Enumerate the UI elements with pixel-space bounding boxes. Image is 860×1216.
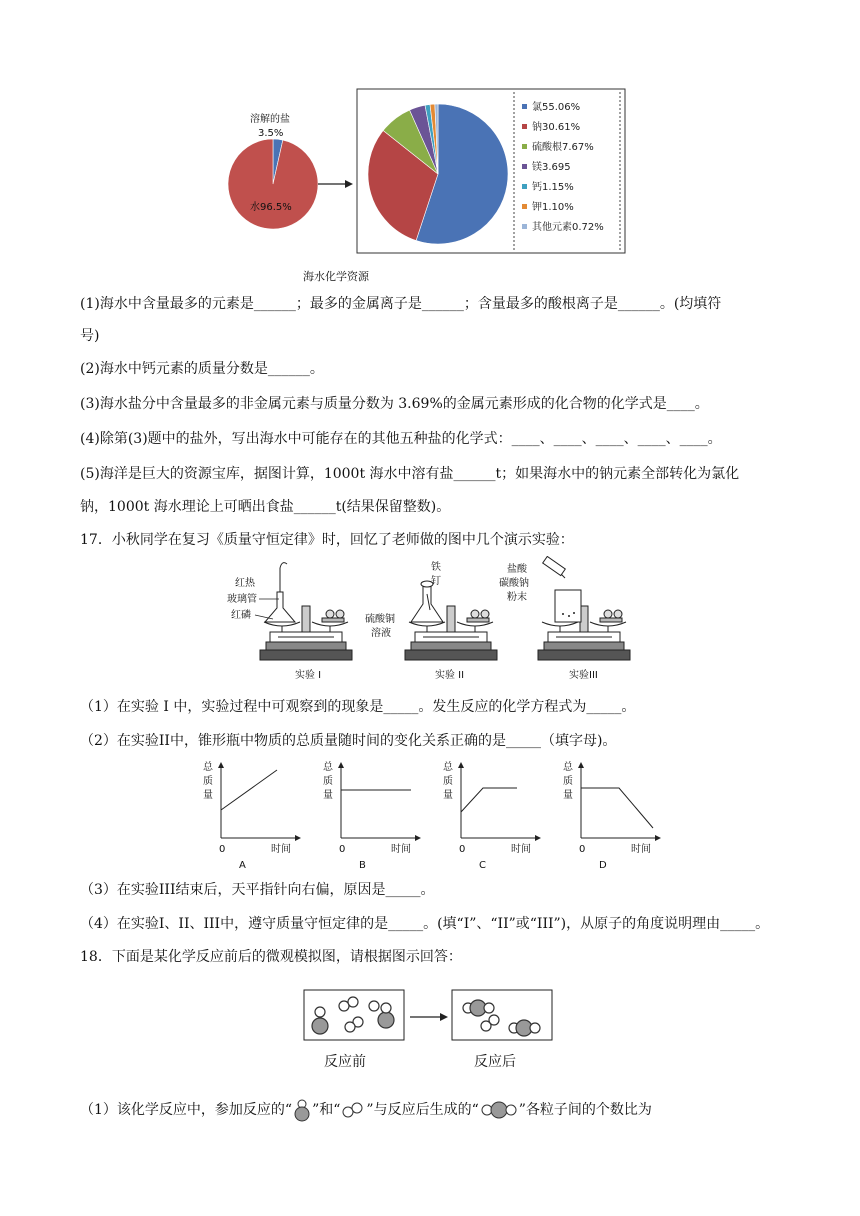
q17-p3: （3）在实验III结束后，天平指针向右偏，原因是_____。 (80, 882, 435, 898)
q18-p1-c: ”与反应后生成的“ (366, 1102, 479, 1118)
graph-ylabel-0-0: 总 (203, 762, 213, 773)
legend-label-0: 氯55.06% (532, 102, 581, 113)
molecule-icon-a (292, 1098, 312, 1122)
graph-xlabel-3: 时间 (631, 844, 651, 855)
q16-line1b: 号) (80, 328, 100, 344)
graph-ylabel-2-0: 总 (443, 762, 453, 773)
graph-line-2 (461, 788, 517, 812)
big-pie (368, 104, 508, 244)
pie-legend (522, 100, 604, 233)
small-pie-slice-1 (228, 139, 318, 229)
q16-line2: (2)海水中钙元素的质量分数是______。 (80, 361, 324, 377)
q16-line5: (5)海洋是巨大的资源宝库，据图计算，1000t 海水中溶有盐______t；如果海水中的钠元素全部转化为氯化 (80, 466, 740, 482)
graph-origin-0: 0 (219, 844, 226, 855)
small-pie (228, 139, 318, 229)
graph-ylabel-1-0: 总 (323, 762, 333, 773)
balance-3 (538, 606, 630, 660)
graph-A (203, 760, 301, 871)
micro-reaction-svg (300, 986, 560, 1076)
after-label: 反应后 (474, 1054, 516, 1070)
balance-experiments (225, 556, 645, 682)
legend-swatch-2 (522, 144, 527, 149)
exp3-label-3: 粉末 (507, 592, 527, 603)
small-pie-label-pct: 3.5% (258, 128, 284, 139)
graph-xlabel-1: 时间 (391, 844, 411, 855)
exp1-label-3: 红磷 (231, 610, 251, 621)
exp3-label-2: 碳酸钠 (499, 578, 529, 589)
exp1-flask (265, 563, 295, 622)
graph-letter-1: B (359, 860, 366, 871)
graph-letter-3: D (599, 860, 607, 871)
legend-swatch-6 (522, 224, 527, 229)
q16-line4: (4)除第(3)题中的盐外，写出海水中可能存在的其他五种盐的化学式：____、____、____、____、____。 (80, 431, 722, 447)
exp-caption-1: 实验 I (295, 670, 322, 681)
graph-line-3 (581, 788, 653, 828)
legend-label-6: 其他元素0.72% (532, 222, 604, 233)
graph-ylabel-1-1: 质 (323, 776, 333, 787)
legend-label-3: 镁3.695 (532, 162, 571, 173)
graph-ylabel-3-2: 量 (563, 790, 573, 801)
q17-p2: （2）在实验II中，锥形瓶中物质的总质量随时间的变化关系正确的是_____（填字母)。 (80, 733, 617, 749)
graph-ylabel-3-1: 质 (563, 776, 573, 787)
legend-swatch-5 (522, 204, 527, 209)
legend-swatch-4 (522, 184, 527, 189)
mass-time-graphs-svg (195, 760, 675, 872)
graph-ylabel-0-2: 量 (203, 790, 213, 801)
mass-time-graphs (195, 760, 675, 872)
balance-experiments-svg (225, 556, 645, 682)
graph-C (443, 760, 541, 871)
graph-ylabel-2-2: 量 (443, 790, 453, 801)
exp1-label-1: 红热 (235, 578, 255, 589)
q16-line3: (3)海水盐分中含量最多的非金属元素与质量分数为 3.69%的金属元素形成的化合物的化学式是____。 (80, 396, 709, 412)
legend-label-1: 钠30.61% (532, 122, 581, 133)
before-label: 反应前 (324, 1054, 366, 1070)
graph-letter-2: C (479, 860, 486, 871)
exp2-label-3: 硫酸铜 (365, 614, 395, 625)
exp3-label-1: 盐酸 (507, 564, 527, 575)
graph-origin-2: 0 (459, 844, 466, 855)
legend-swatch-1 (522, 124, 527, 129)
graph-line-0 (221, 770, 277, 810)
graph-origin-3: 0 (579, 844, 586, 855)
graph-ylabel-3-0: 总 (563, 762, 573, 773)
q18-p1-d: ”各粒子间的个数比为 (518, 1102, 652, 1118)
graph-ylabel-2-1: 质 (443, 776, 453, 787)
arrow-head (345, 180, 353, 188)
small-pie-label-top: 溶解的盐 (250, 114, 290, 125)
graph-origin-1: 0 (339, 844, 346, 855)
exp-caption-3: 实验III (569, 670, 598, 681)
legend-label-5: 钾1.10% (532, 202, 574, 213)
exp2-label-2: 钉 (431, 576, 441, 587)
legend-swatch-3 (522, 164, 527, 169)
q17-stem: 17．小秋同学在复习《质量守恒定律》时，回忆了老师做的图中几个演示实验： (80, 532, 574, 548)
q17-p1: （1）在实验 I 中，实验过程中可观察到的现象是_____。发生反应的化学方程式为_____。 (80, 699, 636, 715)
pie-figure-svg (220, 86, 640, 286)
micro-reaction-figure (300, 986, 560, 1076)
q16-line5b: 钠，1000t 海水理论上可晒出食盐______t(结果保留整数)。 (80, 499, 451, 515)
legend-label-4: 钙1.15% (532, 182, 574, 193)
pie-figure (220, 86, 640, 286)
q16-line1: (1)海水中含量最多的元素是______；最多的金属离子是______；含量最多的酸根离子是______。(均填符 (80, 296, 722, 312)
q18-stem: 18．下面是某化学反应前后的微观模拟图，请根据图示回答： (80, 949, 462, 965)
legend-label-2: 硫酸根7.67% (532, 142, 594, 153)
exp2-flask (411, 581, 443, 622)
exp2-label-4: 溶液 (371, 628, 391, 639)
q18-p1-b: ”和“ (312, 1102, 341, 1118)
pie-caption: 海水化学资源 (303, 270, 369, 283)
q18-p1 (80, 1098, 652, 1122)
molecule-icon-c (479, 1100, 519, 1120)
graph-xlabel-2: 时间 (511, 844, 531, 855)
graph-ylabel-1-2: 量 (323, 790, 333, 801)
graph-xlabel-0: 时间 (271, 844, 291, 855)
exp-caption-2: 实验 II (435, 670, 465, 681)
q17-p4: （4）在实验I、II、III中，遵守质量守恒定律的是_____。(填“I”、“II”或“III”)，从原子的角度说明理由_____。 (80, 916, 770, 932)
legend-swatch-0 (522, 104, 527, 109)
graph-B (323, 760, 421, 871)
graph-letter-0: A (239, 860, 246, 871)
exp1-label-2: 玻璃管 (227, 594, 257, 605)
exp2-label-1: 铁 (431, 562, 441, 573)
q18-p1-a: （1）该化学反应中，参加反应的“ (80, 1102, 293, 1118)
small-pie-label-water: 水96.5% (250, 202, 292, 213)
molecule-icon-b (340, 1100, 366, 1120)
graph-ylabel-0-1: 质 (203, 776, 213, 787)
exp3-beaker (543, 556, 581, 622)
graph-D (563, 760, 661, 871)
